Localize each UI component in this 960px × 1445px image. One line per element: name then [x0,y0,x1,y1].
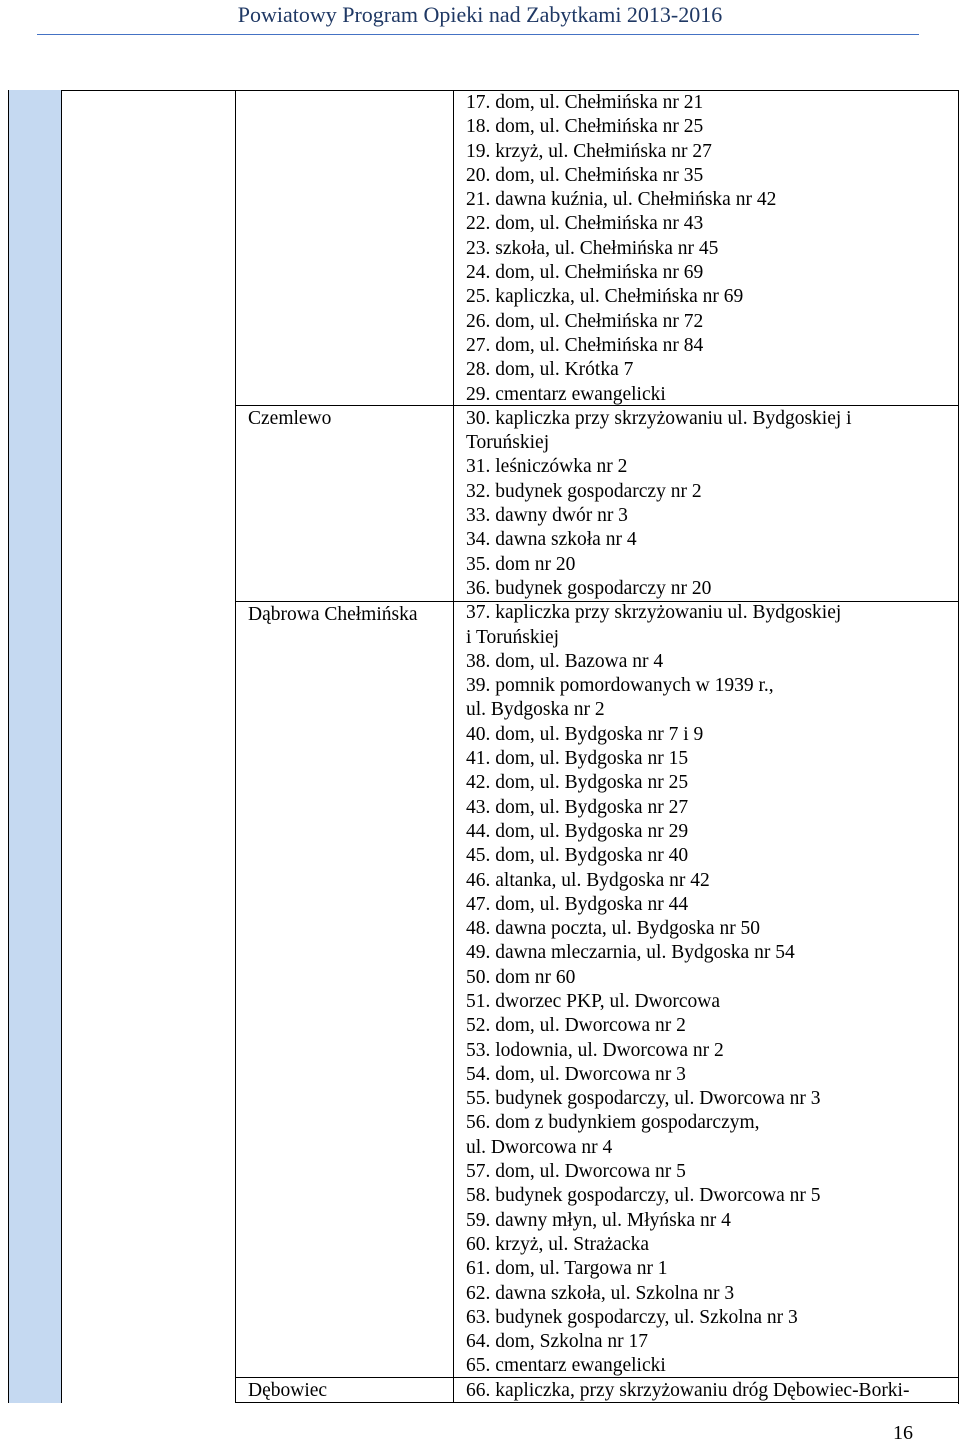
list-item: 58. budynek gospodarczy, ul. Dworcowa nr 5 [466,1185,821,1207]
list-item: 17. dom, ul. Chełmińska nr 21 [466,92,704,113]
list-item: 47. dom, ul. Bydgoska nr 44 [466,893,689,915]
town-name: Dębowiec [248,1380,328,1401]
list-item: 20. dom, ul. Chełmińska nr 35 [466,164,704,186]
list-item: 48. dawna poczta, ul. Bydgoska nr 50 [466,918,761,940]
list-item: ul. Dworcowa nr 4 [466,1136,613,1158]
list-item: 44. dom, ul. Bydgoska nr 29 [466,820,689,842]
header-rule [37,34,919,35]
list-item: 28. dom, ul. Krótka 7 [466,359,634,381]
list-item: 26. dom, ul. Chełmińska nr 72 [466,310,704,332]
list-item: 61. dom, ul. Targowa nr 1 [466,1258,668,1280]
list-item: 51. dworzec PKP, ul. Dworcowa [466,990,720,1012]
list-item: 66. kapliczka, przy skrzyżowaniu dróg Dębowiec-Borki- [466,1379,910,1401]
list-item: 54. dom, ul. Dworcowa nr 3 [466,1063,686,1085]
list-item: 27. dom, ul. Chełmińska nr 84 [466,334,704,356]
list-item: ul. Bydgoska nr 2 [466,699,605,721]
town-name: Czemlewo [248,408,332,429]
list-item: 35. dom nr 20 [466,553,576,575]
town-name: Dąbrowa Chełmińska [248,604,418,625]
table-column-town [236,90,454,1403]
page-header-title: Powiatowy Program Opieki nad Zabytkami 2013-2016 [237,2,723,27]
list-item: 30. kapliczka przy skrzyżowaniu ul. Bydgoskiej i [466,407,852,429]
list-item: 43. dom, ul. Bydgoska nr 27 [466,796,689,818]
list-item: i Toruńskiej [466,626,560,648]
list-item: 52. dom, ul. Dworcowa nr 2 [466,1015,686,1037]
list-item: 50. dom nr 60 [466,966,576,988]
list-item: 31. leśniczówka nr 2 [466,456,628,478]
list-item: 39. pomnik pomordowanych w 1939 r., [466,675,774,697]
list-item: 60. krzyż, ul. Strażacka [466,1233,650,1255]
monument-list [466,91,956,1403]
list-item: 29. cmentarz ewangelicki [466,383,666,405]
list-item: 62. dawna szkoła, ul. Szkolna nr 3 [466,1282,735,1304]
list-item: 32. budynek gospodarczy nr 2 [466,480,702,502]
list-item: Toruńskiej [466,432,550,454]
table-column-empty [62,90,236,1403]
list-item: 36. budynek gospodarczy nr 20 [466,577,712,599]
list-item: 42. dom, ul. Bydgoska nr 25 [466,772,689,794]
list-item: 53. lodownia, ul. Dworcowa nr 2 [466,1039,724,1061]
list-item: 22. dom, ul. Chełmińska nr 43 [466,213,704,235]
list-item: 63. budynek gospodarczy, ul. Szkolna nr 3 [466,1306,798,1328]
list-item: 33. dawny dwór nr 3 [466,505,628,527]
list-item: 55. budynek gospodarczy, ul. Dworcowa nr 3 [466,1088,821,1110]
list-item: 34. dawna szkoła nr 4 [466,529,637,551]
list-item: 19. krzyż, ul. Chełmińska nr 27 [466,140,712,162]
list-item: 37. kapliczka przy skrzyżowaniu ul. Bydgoskiej [466,602,842,624]
list-item: 49. dawna mleczarnia, ul. Bydgoska nr 54 [466,942,795,964]
list-item: 18. dom, ul. Chełmińska nr 25 [466,116,704,138]
list-item: 57. dom, ul. Dworcowa nr 5 [466,1161,686,1183]
list-item: 21. dawna kuźnia, ul. Chełmińska nr 42 [466,189,777,211]
list-item: 40. dom, ul. Bydgoska nr 7 i 9 [466,723,704,745]
table-column-shaded [8,90,62,1403]
list-item: 25. kapliczka, ul. Chełmińska nr 69 [466,286,744,308]
list-item: 38. dom, ul. Bazowa nr 4 [466,650,664,672]
list-item: 64. dom, Szkolna nr 17 [466,1331,648,1353]
list-item: 41. dom, ul. Bydgoska nr 15 [466,748,689,770]
list-item: 65. cmentarz ewangelicki [466,1355,666,1377]
list-item: 23. szkoła, ul. Chełmińska nr 45 [466,237,719,259]
list-item: 45. dom, ul. Bydgoska nr 40 [466,845,689,867]
page-number: 16 [893,1422,913,1444]
list-item: 56. dom z budynkiem gospodarczym, [466,1112,760,1134]
list-item: 59. dawny młyn, ul. Młyńska nr 4 [466,1209,731,1231]
list-item: 46. altanka, ul. Bydgoska nr 42 [466,869,710,891]
list-item: 24. dom, ul. Chełmińska nr 69 [466,262,704,284]
